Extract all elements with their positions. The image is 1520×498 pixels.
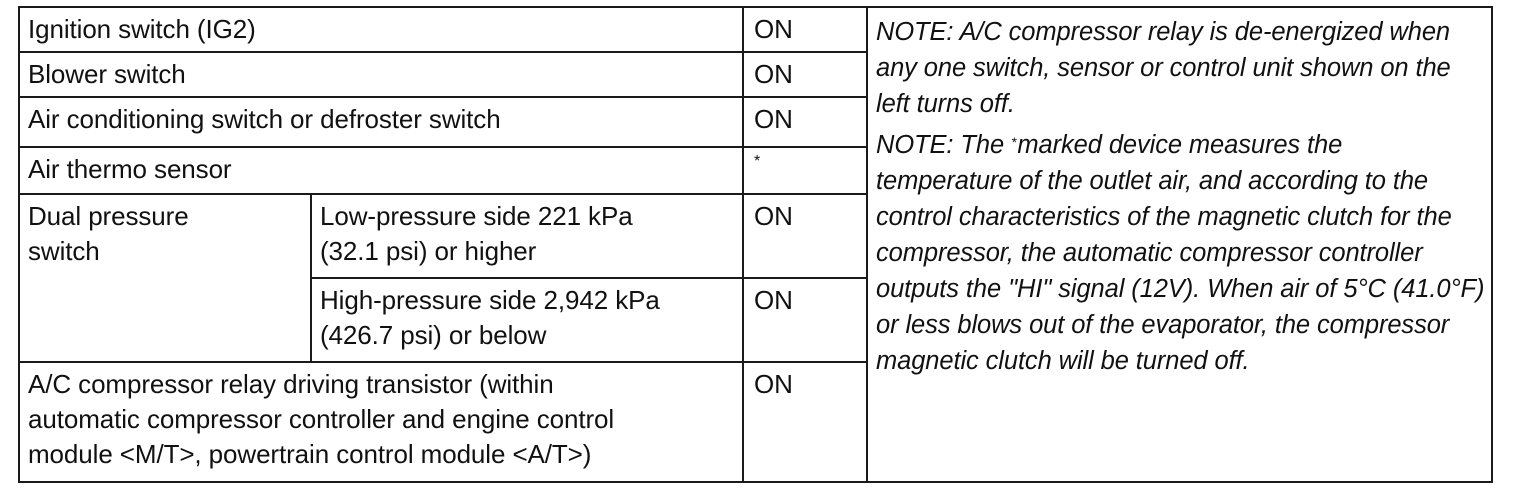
status-cell — [743, 97, 867, 147]
device-label: Ignition switch (IG2) — [28, 14, 256, 44]
condition-label: (426.7 psi) or below — [320, 319, 547, 350]
device-label: A/C compressor relay driving transistor (within — [28, 369, 554, 400]
status-value: ON — [754, 103, 793, 134]
conditions-table — [18, 6, 1493, 483]
condition-cell — [311, 194, 743, 278]
device-label: Air conditioning switch or defroster switch — [28, 103, 501, 134]
device-cell — [19, 52, 743, 97]
device-label: switch — [28, 235, 100, 266]
note-relay: NOTE: A/C compressor relay is de-energized when any one switch, sensor or control unit shown on the left turns off. — [876, 18, 1451, 118]
device-label: module <M/T>, powertrain control module <A/T>) — [28, 439, 592, 470]
status-cell — [743, 278, 867, 363]
device-cell — [19, 147, 743, 194]
device-label: Air thermo sensor — [28, 153, 232, 184]
device-label: Dual pressure — [28, 200, 189, 231]
status-cell — [743, 7, 867, 52]
status-cell — [743, 194, 867, 278]
condition-label: (32.1 psi) or higher — [320, 235, 537, 266]
device-label: Blower switch — [28, 58, 186, 89]
note-marked-device — [876, 127, 1485, 379]
status-value: ON — [754, 200, 793, 231]
note-star-marker: * — [1011, 134, 1017, 150]
condition-cell — [311, 278, 743, 363]
note-prefix: NOTE: The — [876, 131, 1005, 159]
device-cell — [19, 97, 743, 147]
device-cell — [19, 194, 311, 363]
notes-cell — [867, 7, 1492, 482]
status-star-marker: * — [754, 152, 761, 170]
status-value: ON — [754, 369, 793, 400]
device-cell — [19, 7, 743, 52]
condition-label: Low-pressure side 221 kPa — [320, 200, 633, 231]
condition-label: High-pressure side 2,942 kPa — [320, 284, 660, 315]
device-label: automatic compressor controller and engine control — [28, 404, 615, 435]
device-cell — [19, 362, 743, 482]
status-cell — [743, 362, 867, 482]
note-body: marked device measures the temperature of the outlet air, and according to the control characteristics of the magnetic clutch for the compressor, the automatic compressor controller outputs the "HI" signal (12V). When air of 5°C (41.0°F) or less blows out of the evaporator, the compressor magnetic clutch will be turned off. — [876, 131, 1485, 375]
status-cell — [743, 52, 867, 97]
status-cell — [743, 147, 867, 194]
status-value: ON — [754, 58, 793, 89]
status-value: ON — [754, 284, 793, 315]
table-row — [19, 7, 1492, 52]
status-value: ON — [754, 14, 793, 44]
